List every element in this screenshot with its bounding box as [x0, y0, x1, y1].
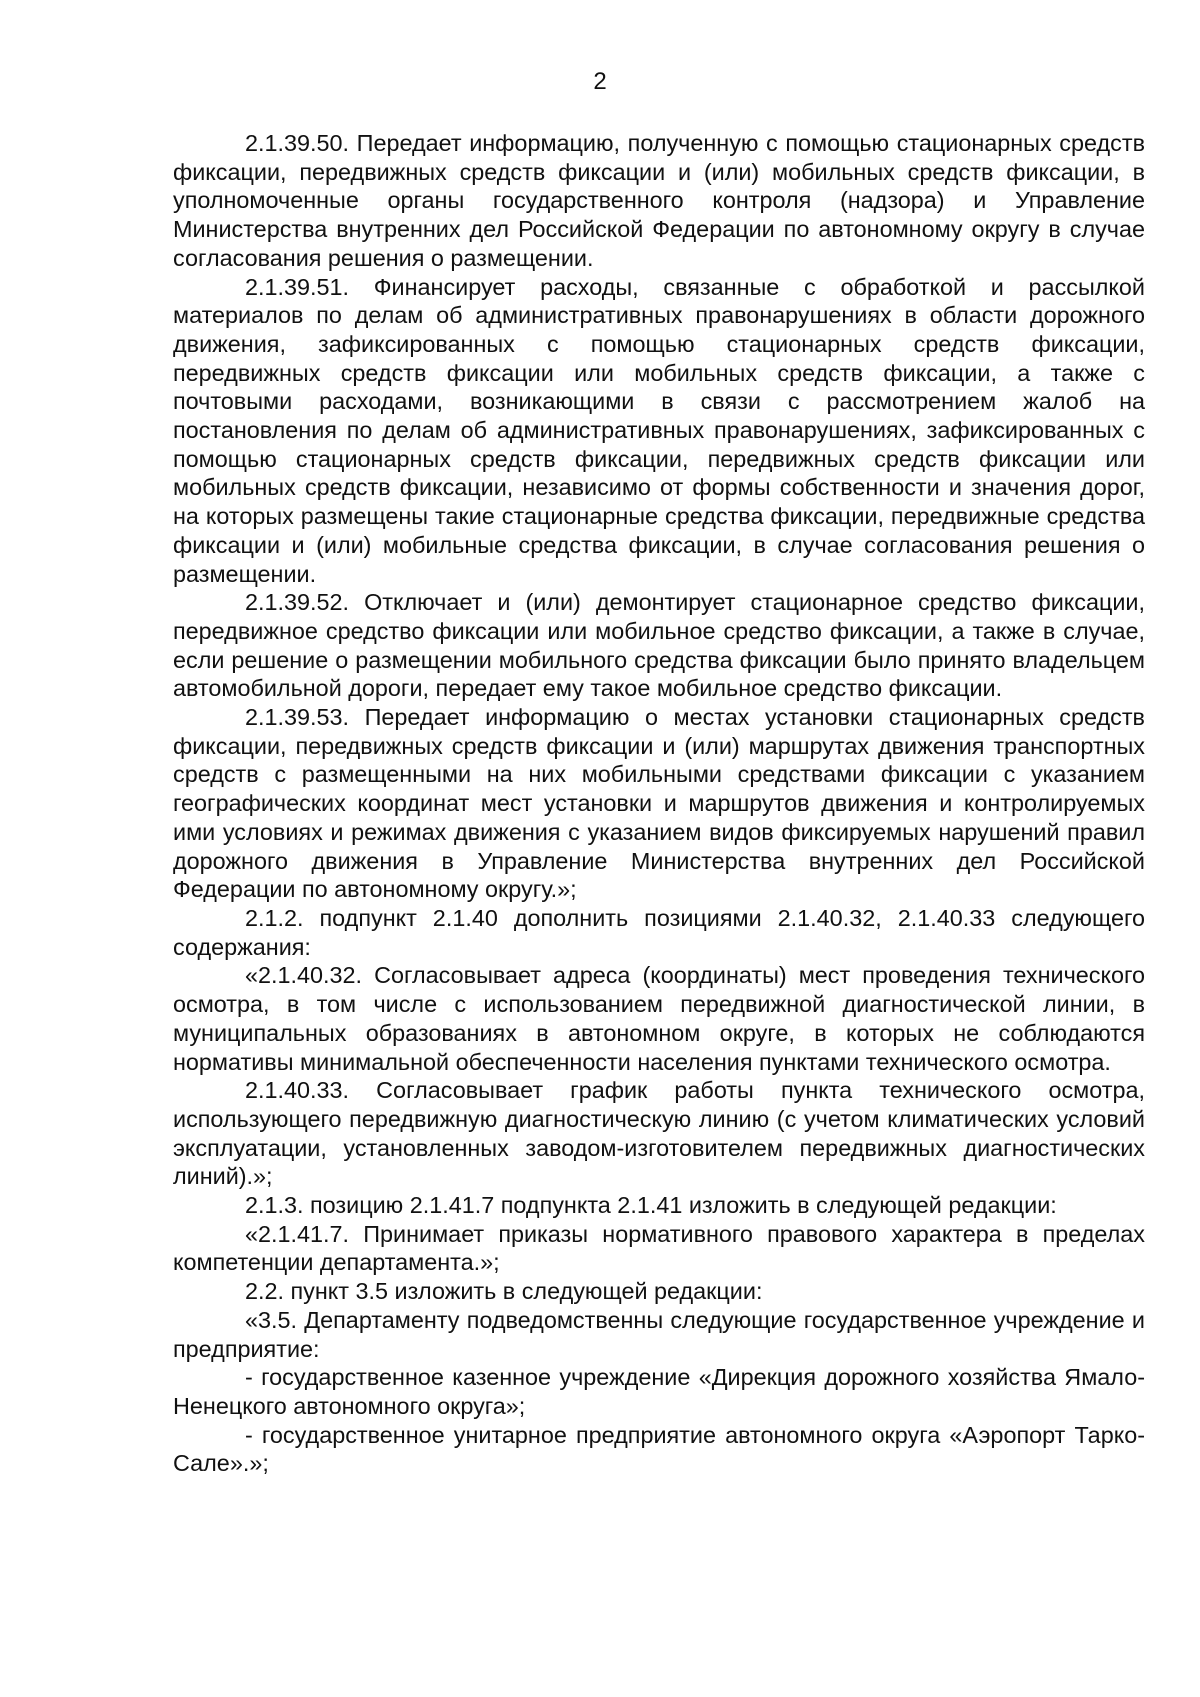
paragraph-2-1-40-33: 2.1.40.33. Согласовывает график работы пункта технического осмотра, использующего передвижную диагностическую линию (с учетом климатических условий эксплуатации, установленных заводом-изготовителем передвижных диагностических линий).»;	[173, 1077, 1145, 1190]
paragraph-2-1-3: 2.1.3. позицию 2.1.41.7 подпункта 2.1.41 изложить в следующей редакции:	[245, 1192, 1057, 1219]
paragraph-2-1-39-51: 2.1.39.51. Финансирует расходы, связанные с обработкой и рассылкой материалов по делам об административных правонарушениях в области дорожного движения, зафиксированных с помощью стационарных средств фиксации, передвижных средств фиксации или мобильных средств фиксации, а также с почтовыми расходами, возникающими в связи с рассмотрением жалоб на постановления по делам об административных правонарушениях, зафиксированных с помощью стационарных средств фиксации, передвижных средств фиксации или мобильных средств фиксации, независимо от формы собственности и значения дорог, на которых размещены такие стационарные средства фиксации, передвижные средства фиксации и (или) мобильные средства фиксации, в случае согласования решения о размещении.	[173, 273, 1145, 587]
paragraph-2-1-2: 2.1.2. подпункт 2.1.40 дополнить позициями 2.1.40.32, 2.1.40.33 следующего содержания:	[173, 904, 1145, 960]
paragraph-3-5: «3.5. Департаменту подведомственны следующие государственное учреждение и предприятие:	[173, 1306, 1145, 1362]
document-body	[173, 129, 1145, 1478]
paragraph-2-1-40-32: «2.1.40.32. Согласовывает адреса (координаты) мест проведения технического осмотра, в том числе с использованием передвижной диагностической линии, в муниципальных образованиях в автономном округе, в которых не соблюдаются нормативы минимальной обеспеченности населения пунктами технического осмотра.	[173, 962, 1145, 1075]
paragraph-2-1-41-7: «2.1.41.7. Принимает приказы нормативного правового характера в пределах компетенции департамента.»;	[173, 1220, 1145, 1276]
paragraph-2-1-39-52: 2.1.39.52. Отключает и (или) демонтирует стационарное средство фиксации, передвижное средство фиксации или мобильное средство фиксации, а также в случае, если решение о размещении мобильного средства фиксации было принято владельцем автомобильной дороги, передает ему такое мобильное средство фиксации.	[173, 589, 1145, 702]
list-item-airport: - государственное унитарное предприятие автономного округа «Аэропорт Тарко-Сале».»;	[173, 1421, 1145, 1477]
paragraph-2-1-39-53: 2.1.39.53. Передает информацию о местах установки стационарных средств фиксации, передвижных средств фиксации и (или) маршрутах движения транспортных средств с размещенными на них мобильными средствами фиксации с указанием географических координат мест установки и маршрутов движения и контролируемых ими условиях и режимах движения с указанием видов фиксируемых нарушений правил дорожного движения в Управление Министерства внутренних дел Российской Федерации по автономному округу.»;	[173, 704, 1145, 903]
paragraph-2-2: 2.2. пункт 3.5 изложить в следующей редакции:	[245, 1278, 763, 1305]
page-number: 2	[593, 68, 607, 95]
list-item-directorate: - государственное казенное учреждение «Дирекция дорожного хозяйства Ямало-Ненецкого автономного округа»;	[173, 1364, 1145, 1419]
paragraph-2-1-39-50: 2.1.39.50. Передает информацию, полученную с помощью стационарных средств фиксации, передвижных средств фиксации и (или) мобильных средств фиксации, в уполномоченные органы государственного контроля (надзора) и Управление Министерства внутренних дел Российской Федерации по автономному округу в случае согласования решения о размещении.	[173, 130, 1145, 271]
